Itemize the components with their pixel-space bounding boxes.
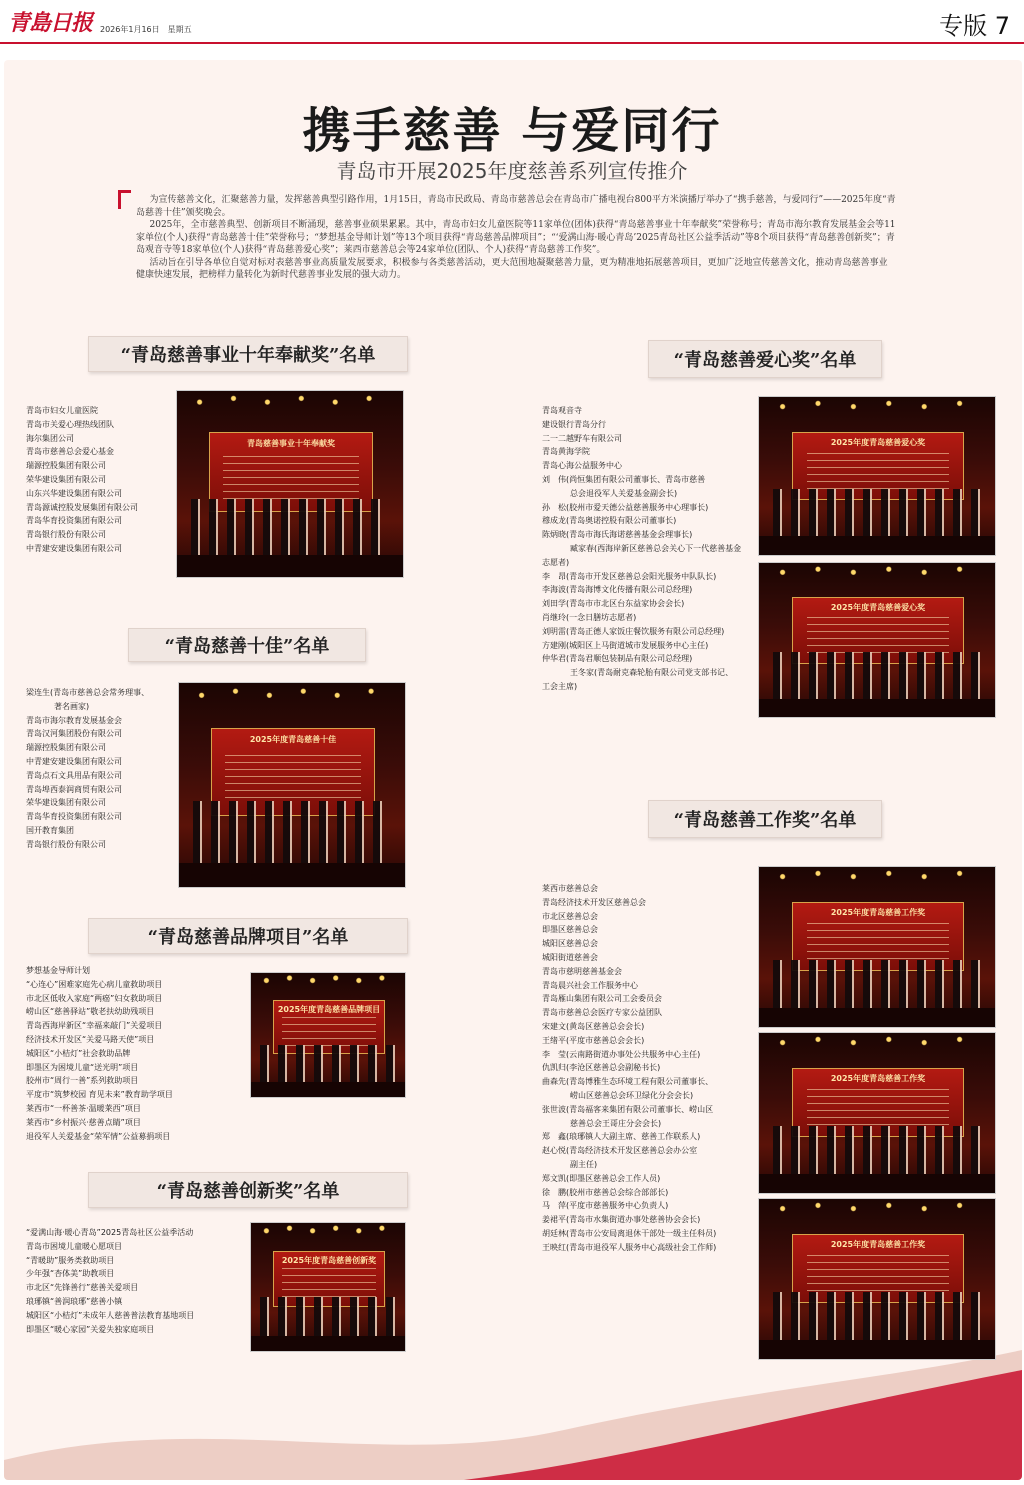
list-item: “青暖助”服务类救助项目	[26, 1255, 115, 1265]
list-item: 青岛心海公益服务中心	[542, 461, 622, 471]
list-item: 即墨区为困境儿童“送光明”项目	[26, 1062, 139, 1072]
page-subtitle: 青岛市开展2025年度慈善系列宣传推介	[336, 159, 688, 183]
list-item: 梁连生(青岛市慈善总会常务理事、	[26, 688, 150, 697]
photo-caption: 2025年度青岛慈善爱心奖	[830, 437, 926, 447]
list-top10	[26, 686, 149, 852]
photo-caption: 2025年度青岛慈善爱心奖	[830, 602, 926, 612]
list-item: 李 莹(云南路街道办事处公共服务中心主任)	[542, 1049, 701, 1059]
list-item: 青岛市慈善总会医疗专家公益团队	[542, 1008, 662, 1018]
list-item: 总会退役军人关爱基金副会长)	[570, 488, 678, 498]
list-item: 瑞源控股集团有限公司	[26, 743, 106, 753]
list-item: 陈炳晓(青岛市海氏海诺慈善基金会理事长)	[542, 530, 693, 540]
list-item: 即墨区慈善总会	[542, 925, 598, 935]
list-item: 方建刚(城阳区上马街道城市发展服务中心主任)	[542, 640, 709, 650]
list-item: 青岛市妇女儿童医院	[26, 406, 98, 415]
list-item: 市北区“先锋善行”慈善关爱项目	[26, 1283, 139, 1293]
photo-caption: 2025年度青岛慈善创新奖	[281, 1256, 377, 1266]
list-item: 即墨区“暖心家园”关爱失独家庭项目	[26, 1324, 155, 1334]
list-item: 郑文凯(即墨区慈善总会工作人员)	[542, 1173, 661, 1183]
list-item: 崂山区“慈善驿站”敬老扶幼助残项目	[26, 1007, 155, 1017]
list-item: 青岛黄海学院	[542, 447, 590, 457]
list-item: 慈善总会王哥庄分会会长)	[570, 1118, 662, 1128]
list-item: 海尔集团公司	[26, 433, 74, 443]
list-item: 建设银行青岛分行	[542, 419, 606, 429]
intro-text	[136, 194, 896, 282]
list-item: 青岛市困境儿童暖心愿项目	[26, 1241, 122, 1251]
list-item: 荣华建设集团有限公司	[26, 798, 106, 808]
list-item: 胶州市“周行一善”系列救助项目	[26, 1076, 139, 1086]
list-item: 刘明雷(青岛正德人家饭庄餐饮服务有限公司总经理)	[542, 626, 725, 636]
list-brand	[26, 964, 173, 1143]
list-item: 曲森先(青岛博雅生态环境工程有限公司董事长、	[542, 1077, 714, 1087]
list-work	[542, 882, 716, 1255]
list-item: 李 昂(青岛市开发区慈善总会阳光服务中队队长)	[542, 571, 717, 581]
list-item: 青岛华育投资集团有限公司	[26, 812, 122, 822]
list-item: 仲华君(青岛君顺包装制品有限公司总经理)	[542, 654, 693, 664]
list-item: 姜裙平(青岛市水集街道办事处慈善协会会长)	[542, 1215, 701, 1225]
list-item: 青岛市海尔教育发展基金会	[26, 715, 122, 725]
list-item: 城阳区“小桔灯”社会救助品牌	[26, 1048, 131, 1058]
list-item: 青岛点石文具用品有限公司	[26, 770, 122, 780]
list-item: “爱满山海·暖心青岛”2025青岛社区公益季活动	[26, 1228, 194, 1237]
list-decade	[26, 404, 138, 556]
page-edition: 专版 7	[939, 12, 1010, 40]
photo-top10	[178, 682, 406, 888]
list-item: 琅琊镇“善润琅琊”慈善小镇	[26, 1296, 123, 1306]
intro-paragraph: 为宣传慈善文化，汇聚慈善力量，发挥慈善典型引路作用，1月15日，青岛市民政局、青岛市慈善总会在青岛市广播电视台800平方米演播厅举办了“携手慈善，与爱同行”——2025年度“青岛慈善十佳”颁奖晚会。	[136, 195, 896, 218]
list-item: 工会主席)	[542, 681, 578, 691]
list-item: 瑞源控股集团有限公司	[26, 461, 106, 471]
list-item: 莱西市“乡村振兴·慈善点睛”项目	[26, 1117, 141, 1127]
list-item: 青岛源诚控股发展集团有限公司	[26, 502, 138, 512]
list-item: 城阳区慈善总会	[542, 939, 598, 949]
list-item: 穆成龙(青岛奥诺控股有限公司董事长)	[542, 516, 677, 526]
list-item: 青岛观音寺	[542, 406, 582, 415]
list-item: 青岛埠西泰润商贸有限公司	[26, 784, 122, 794]
photo-caption: 2025年度青岛慈善工作奖	[830, 908, 926, 918]
decorative-wave	[4, 1350, 1022, 1480]
photo-caption: 青岛慈善事业十年奉献奖	[246, 438, 335, 448]
list-item: 赵心悦(青岛经济技术开发区慈善总会办公室	[542, 1146, 698, 1156]
photo-caption: 2025年度青岛慈善工作奖	[830, 1074, 926, 1084]
list-item: 王冬家(青岛耐克森轮胎有限公司党支部书记、	[570, 668, 734, 678]
list-item: 国开教育集团	[26, 825, 74, 835]
list-item: 莱西市慈善总会	[542, 884, 598, 893]
list-item: 市北区低收入家庭“两癌”妇女救助项目	[26, 993, 163, 1003]
list-item: 平度市“筑梦校园 育见未来”教育助学项目	[26, 1090, 173, 1100]
list-item: 山东兴华建设集团有限公司	[26, 488, 122, 498]
list-item: 二一二越野车有限公司	[542, 433, 622, 443]
list-item: 刘田学(青岛市市北区台东益家协会会长)	[542, 599, 685, 609]
list-item: 宋建文(黄岛区慈善总会会长)	[542, 1021, 645, 1031]
list-innovation	[26, 1226, 194, 1336]
list-item: 城阳街道慈善会	[542, 952, 598, 962]
masthead-rule	[0, 42, 1024, 44]
list-item: 李海波(青岛海博文化传播有限公司总经理)	[542, 585, 693, 595]
list-item: 马 萍(平度市慈善服务中心负责人)	[542, 1201, 669, 1211]
list-item: 臧家春(西海岸新区慈善总会关心下一代慈善基金	[570, 543, 742, 553]
list-love	[542, 404, 741, 694]
photo-caption: 2025年度青岛慈善工作奖	[830, 1240, 926, 1250]
photo-brand	[250, 972, 406, 1098]
photo-caption: 2025年度青岛慈善品牌项目	[277, 1005, 381, 1015]
issue-date: 2026年1月16日 星期五	[100, 25, 192, 34]
list-item: 少年强“杏体美”助教项目	[26, 1269, 115, 1279]
photo-love-2	[758, 562, 996, 718]
photo-work-3	[758, 1198, 996, 1360]
list-item: 刘 伟(尚恒集团有限公司董事长、青岛市慈善	[542, 474, 706, 484]
list-item: 市北区慈善总会	[542, 911, 598, 921]
photo-caption: 2025年度青岛慈善十佳	[249, 735, 337, 744]
page-title: 携手慈善 与爱同行	[302, 103, 722, 159]
section-heading-love: “青岛慈善爱心奖”名单	[648, 340, 882, 378]
list-item: 著名画家)	[54, 701, 90, 711]
list-item: 中青建安建设集团有限公司	[26, 756, 122, 766]
list-item: 退役军人关爱基金“荣军情”公益募捐项目	[26, 1131, 171, 1141]
section-heading-brand: “青岛慈善品牌项目”名单	[88, 918, 408, 954]
list-item: 城阳区“小桔灯”未成年人慈善普法教育基地项目	[26, 1310, 195, 1320]
newspaper-logo: 青島日报	[8, 10, 93, 36]
list-item: 郑 鑫(琅琊镇人大副主席、慈善工作联系人)	[542, 1132, 701, 1142]
section-heading-work: “青岛慈善工作奖”名单	[648, 800, 882, 838]
list-item: 青岛汉河集团股份有限公司	[26, 729, 122, 739]
list-item: 徐 鹏(胶州市慈善总会综合部部长)	[542, 1187, 669, 1197]
list-item: 青岛银行股份有限公司	[26, 530, 106, 540]
list-item: 荣华建设集团有限公司	[26, 474, 106, 484]
list-item: 张世波(青岛福客来集团有限公司董事长、崂山区	[542, 1104, 714, 1114]
intro-paragraph: 活动旨在引导各单位自觉对标对表慈善事业高质量发展要求，积极参与各类慈善活动，更大范围地凝聚慈善力量，更为精准地拓展慈善项目，更加广泛地宣传慈善文化，推动青岛慈善事业健康快速发展，把榜样力量转化为新时代慈善事业发展的强大动力。	[136, 257, 888, 280]
quote-bracket	[118, 190, 131, 209]
list-item: 王绪平(平度市慈善总会会长)	[542, 1035, 645, 1045]
section-heading-decade: “青岛慈善事业十年奉献奖”名单	[88, 336, 408, 372]
list-item: 王映红(青岛市退役军人服务中心高级社会工作师)	[542, 1242, 717, 1252]
section-heading-innovation: “青岛慈善创新奖”名单	[88, 1172, 408, 1208]
list-item: 志愿者)	[542, 557, 570, 567]
list-item: 青岛市慈明慈善基金会	[542, 966, 622, 976]
list-item: 孙 松(胶州市爱天德公益慈善服务中心理事长)	[542, 502, 709, 512]
photo-work-1	[758, 866, 996, 1028]
list-item: 青岛雁山集团有限公司工会委员会	[542, 994, 662, 1004]
list-item: 仇凯归(李沧区慈善总会副秘书长)	[542, 1063, 661, 1073]
list-item: 莱西市“一杯善茶·温暖莱西”项目	[26, 1103, 141, 1113]
list-item: 青岛经济技术开发区慈善总会	[542, 897, 646, 907]
list-item: 青岛晨兴社会工作服务中心	[542, 980, 638, 990]
masthead	[0, 0, 1024, 44]
list-item: 崂山区慈善总会环卫绿化分会会长)	[570, 1090, 694, 1100]
photo-innovation	[250, 1222, 406, 1352]
intro-paragraph: 2025年，全市慈善典型、创新项目不断涌现，慈善事业硕果累累。其中，青岛市妇女儿童医院等11家单位(团体)获得“青岛慈善事业十年奉献奖”荣誉称号；青岛市海尔教育发展基金会等11家单位(个人)获得“青岛慈善十佳”荣誉称号；“梦想基金导师计划”等13个项目获得“青岛慈善品牌项目”；“‘爱满山海·暖心青岛’2025青岛社区公益季活动”等8个项目获得“青岛慈善创新奖”；青岛观音寺等18家单位(个人)获得“青岛慈善爱心奖”；莱西市慈善总会等24家单位(团队、个人)获得“青岛慈善工作奖”。	[136, 220, 896, 255]
list-item: 青岛市慈善总会爱心基金	[26, 447, 114, 457]
photo-work-2	[758, 1032, 996, 1194]
list-item: 梦想基金导师计划	[26, 966, 90, 975]
list-item: 青岛华育投资集团有限公司	[26, 516, 122, 526]
list-item: 肖继玲(一念日膳坊志愿者)	[542, 612, 637, 622]
list-item: 胡廷林(青岛市公安局离退休干部处一级主任科员)	[542, 1228, 717, 1238]
list-item: 中青建安建设集团有限公司	[26, 543, 122, 553]
photo-love-1	[758, 396, 996, 556]
section-heading-top10: “青岛慈善十佳”名单	[128, 628, 366, 662]
list-item: 副主任)	[570, 1159, 598, 1169]
list-item: 青岛银行股份有限公司	[26, 839, 106, 849]
list-item: 青岛西海岸新区“幸福来敲门”关爱项目	[26, 1021, 163, 1031]
list-item: 经济技术开发区“关爱马路天使”项目	[26, 1034, 155, 1044]
list-item: “心连心”困难家庭先心病儿童救助项目	[26, 979, 163, 989]
list-item: 青岛市关爱心理热线团队	[26, 419, 114, 429]
photo-decade	[176, 390, 404, 578]
